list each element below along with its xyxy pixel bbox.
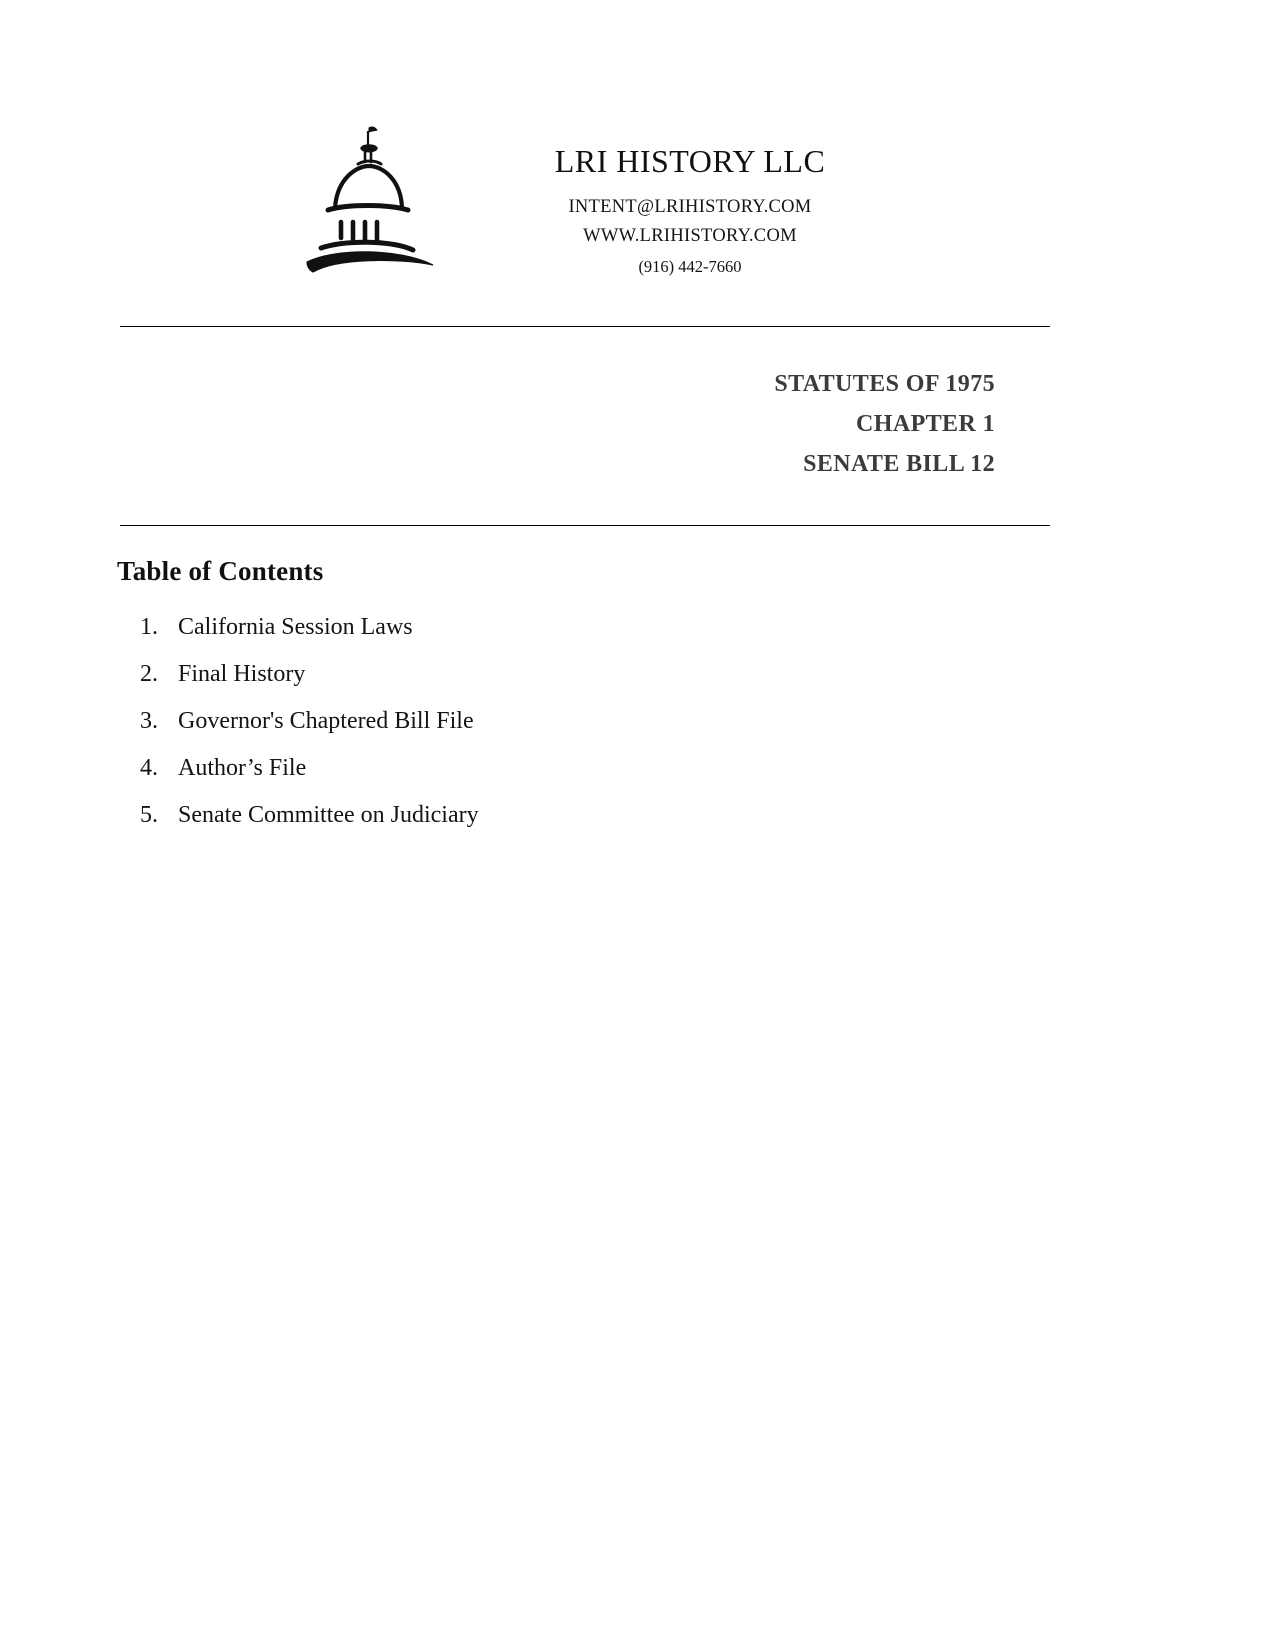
table-of-contents-heading: Table of Contents — [117, 556, 324, 586]
org-info — [450, 144, 930, 282]
table-of-contents-list — [140, 614, 900, 849]
letterhead — [120, 112, 1050, 302]
list-item-label: California Session Laws — [178, 614, 413, 640]
list-item[interactable] — [140, 708, 900, 755]
horizontal-rule-top — [120, 326, 1050, 327]
list-item-label: Senate Committee on Judiciary — [178, 802, 479, 828]
horizontal-rule-bottom — [120, 525, 1050, 526]
list-item-number: 5. — [140, 802, 158, 828]
list-item[interactable] — [140, 755, 900, 802]
list-item-label: Author’s File — [178, 755, 307, 781]
org-email: INTENT@LRIHISTORY.COM — [568, 197, 812, 218]
list-item-label: Governor's Chaptered Bill File — [178, 708, 474, 734]
list-item-number: 4. — [140, 755, 158, 781]
org-name: LRI HISTORY LLC — [554, 143, 826, 179]
list-item[interactable] — [140, 614, 900, 661]
list-item-number: 1. — [140, 614, 158, 640]
org-website: WWW.LRIHISTORY.COM — [583, 225, 797, 246]
statutes-line: STATUTES OF 1975 — [774, 371, 995, 397]
chapter-line: CHAPTER 1 — [856, 411, 995, 437]
list-item-number: 2. — [140, 661, 158, 687]
document-title-block — [120, 364, 995, 484]
bill-line: SENATE BILL 12 — [803, 451, 995, 477]
list-item-number: 3. — [140, 708, 158, 734]
capitol-dome-logo-icon — [295, 122, 445, 287]
list-item[interactable] — [140, 661, 900, 708]
list-item[interactable] — [140, 802, 900, 849]
list-item-label: Final History — [178, 661, 306, 687]
org-phone: (916) 442-7660 — [638, 256, 742, 276]
